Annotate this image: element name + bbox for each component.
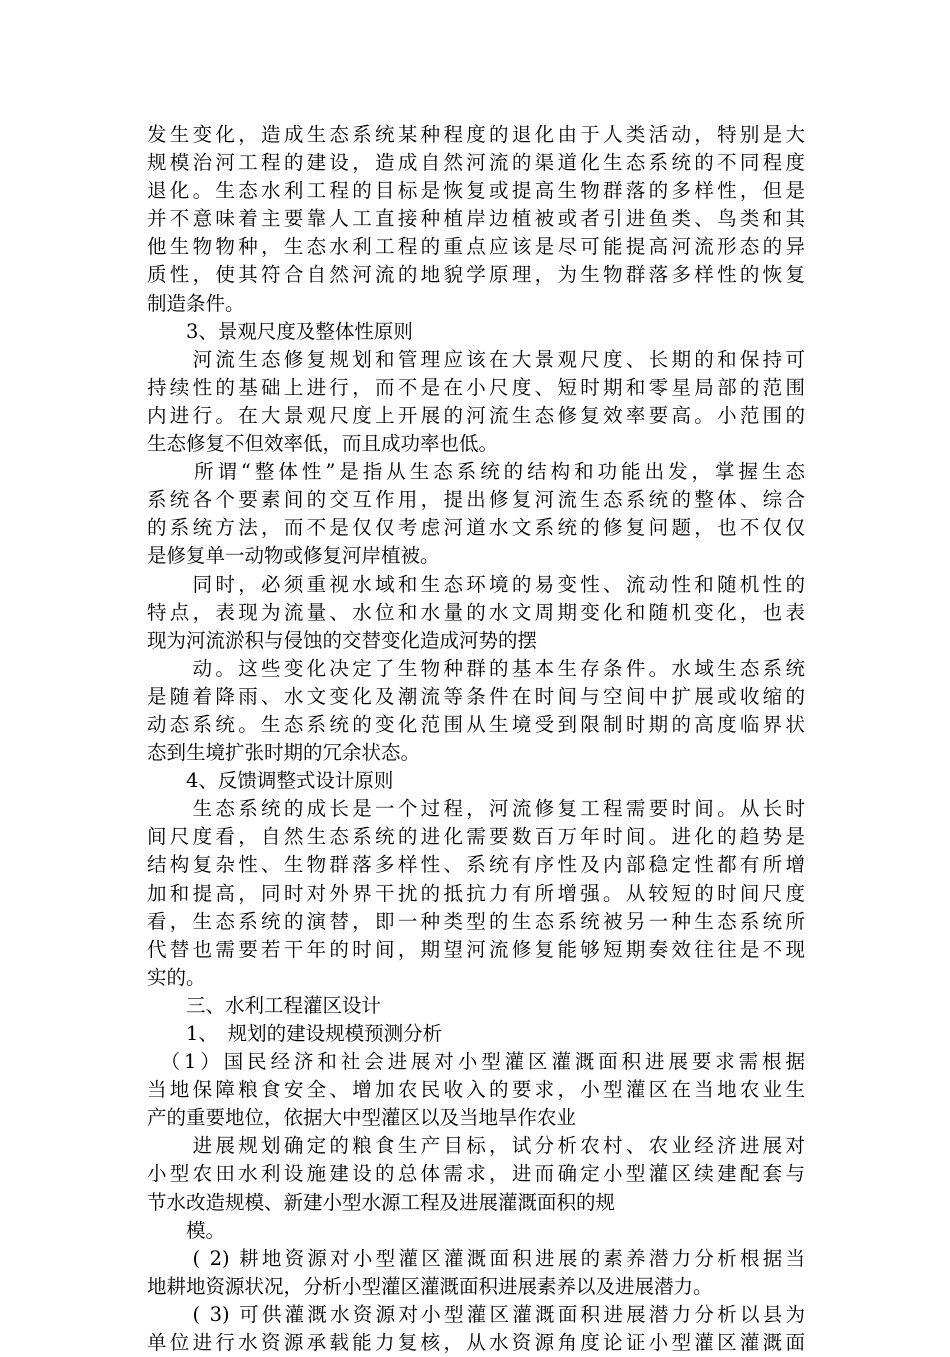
text-line: 特点，表现为流量、水位和水量的水文周期变化和随机变化，也表 <box>147 600 805 624</box>
text-line: 小型农田水利设施建设的总体需求，进而确定小型灌区续建配套与 <box>147 1162 805 1186</box>
text-line: 3、景观尺度及整体性原则 <box>147 319 413 343</box>
text-line: 生态系统的成长是一个过程，河流修复工程需要时间。从长时 <box>147 797 805 821</box>
text-line: 节水改造规模、新建小型水源工程及进展灌溉面积的规 <box>147 1190 616 1214</box>
text-line: 产的重要地位，依据大中型灌区以及当地旱作农业 <box>147 1106 577 1130</box>
text-line: 三、水利工程灌区设计 <box>147 993 382 1017</box>
text-line: ( 2) 耕地资源对小型灌区灌溉面积进展的素养潜力分析根据当 <box>147 1246 805 1270</box>
text-line: 看，生态系统的演替，即一种类型的生态系统被另一种生态系统所 <box>147 909 805 933</box>
text-line: 质性，使其符合自然河流的地貌学原理，为生物群落多样性的恢复 <box>147 263 805 287</box>
text-line: 内进行。在大景观尺度上开展的河流生态修复效率要高。小范围的 <box>147 403 805 427</box>
text-line: 进展规划确定的粮食生产目标，试分析农村、农业经济进展对 <box>147 1134 805 1158</box>
text-line: 生态修复不但效率低，而且成功率也低。 <box>147 432 499 456</box>
text-line: 发生变化，造成生态系统某种程度的退化由于人类活动，特别是大 <box>147 123 805 146</box>
text-line: 制造条件。 <box>147 291 245 315</box>
text-line: ( 3) 可供灌溉水资源对小型灌区灌溉面积进展潜力分析以县为 <box>147 1302 805 1326</box>
text-line: 同时，必须重视水域和生态环境的易变性、流动性和随机性的 <box>147 572 805 596</box>
text-line: 地耕地资源状况，分析小型灌区灌溉面积进展素养以及进展潜力。 <box>147 1274 713 1298</box>
document-body-text <box>147 121 805 1357</box>
text-line: 并不意味着主要靠人工直接种植岸边植被或者引进鱼类、鸟类和其 <box>147 207 805 231</box>
text-line: 河流生态修复规划和管理应该在大景观尺度、长期的和保持可 <box>147 347 805 371</box>
text-line: 现为河流淤积与侵蚀的交替变化造成河势的摆 <box>147 628 538 652</box>
text-line: 实的。 <box>147 965 206 989</box>
text-line: 结构复杂性、生物群落多样性、系统有序性及内部稳定性都有所增 <box>147 853 805 877</box>
text-line: 持续性的基础上进行，而不是在小尺度、短时期和零星局部的范围 <box>147 375 805 399</box>
text-line: 退化。生态水利工程的目标是恢复或提高生物群落的多样性，但是 <box>147 179 805 203</box>
text-line: （1）国民经济和社会进展对小型灌区灌溉面积进展要求需根据 <box>147 1050 805 1074</box>
text-line: 他生物物种，生态水利工程的重点应该是尽可能提高河流形态的异 <box>147 235 805 259</box>
text-line: 单位进行水资源承载能力复核，从水资源角度论证小型灌区灌溉面 <box>147 1331 805 1355</box>
text-line: 当地保障粮食安全、增加农民收入的要求，小型灌区在当地农业生 <box>147 1078 805 1102</box>
text-line: 是随着降雨、水文变化及潮流等条件在时间与空间中扩展或收缩的 <box>147 684 805 708</box>
text-line: 4、反馈调整式设计原则 <box>147 769 394 793</box>
text-line: 代替也需要若干年的时间，期望河流修复能够短期奏效往往是不现 <box>147 937 805 961</box>
text-line: 系统各个要素间的交互作用，提出修复河流生态系统的整体、综合 <box>147 488 805 512</box>
text-line: 动态系统。生态系统的变化范围从生境受到限制时期的高度临界状 <box>147 712 805 736</box>
text-line: 加和提高，同时对外界干扰的抵抗力有所增强。从较短的时间尺度 <box>147 881 805 905</box>
text-line: 态到生境扩张时期的冗余状态。 <box>147 741 421 765</box>
text-line: 1、 规划的建设规模预测分析 <box>147 1022 443 1045</box>
text-line: 是修复单一动物或修复河岸植被。 <box>147 544 440 568</box>
text-line: 的系统方法，而不是仅仅考虑河道水文系统的修复问题，也不仅仅 <box>147 516 805 540</box>
text-line: 模。 <box>147 1218 226 1242</box>
text-line: 动。这些变化决定了生物种群的基本生存条件。水域生态系统 <box>147 656 805 680</box>
text-line: 所谓“整体性”是指从生态系统的结构和功能出发，掌握生态 <box>147 460 805 484</box>
text-line: 间尺度看，自然生态系统的进化需要数百万年时间。进化的趋势是 <box>147 825 805 849</box>
text-line: 规模治河工程的建设，造成自然河流的渠道化生态系统的不同程度 <box>147 151 805 175</box>
